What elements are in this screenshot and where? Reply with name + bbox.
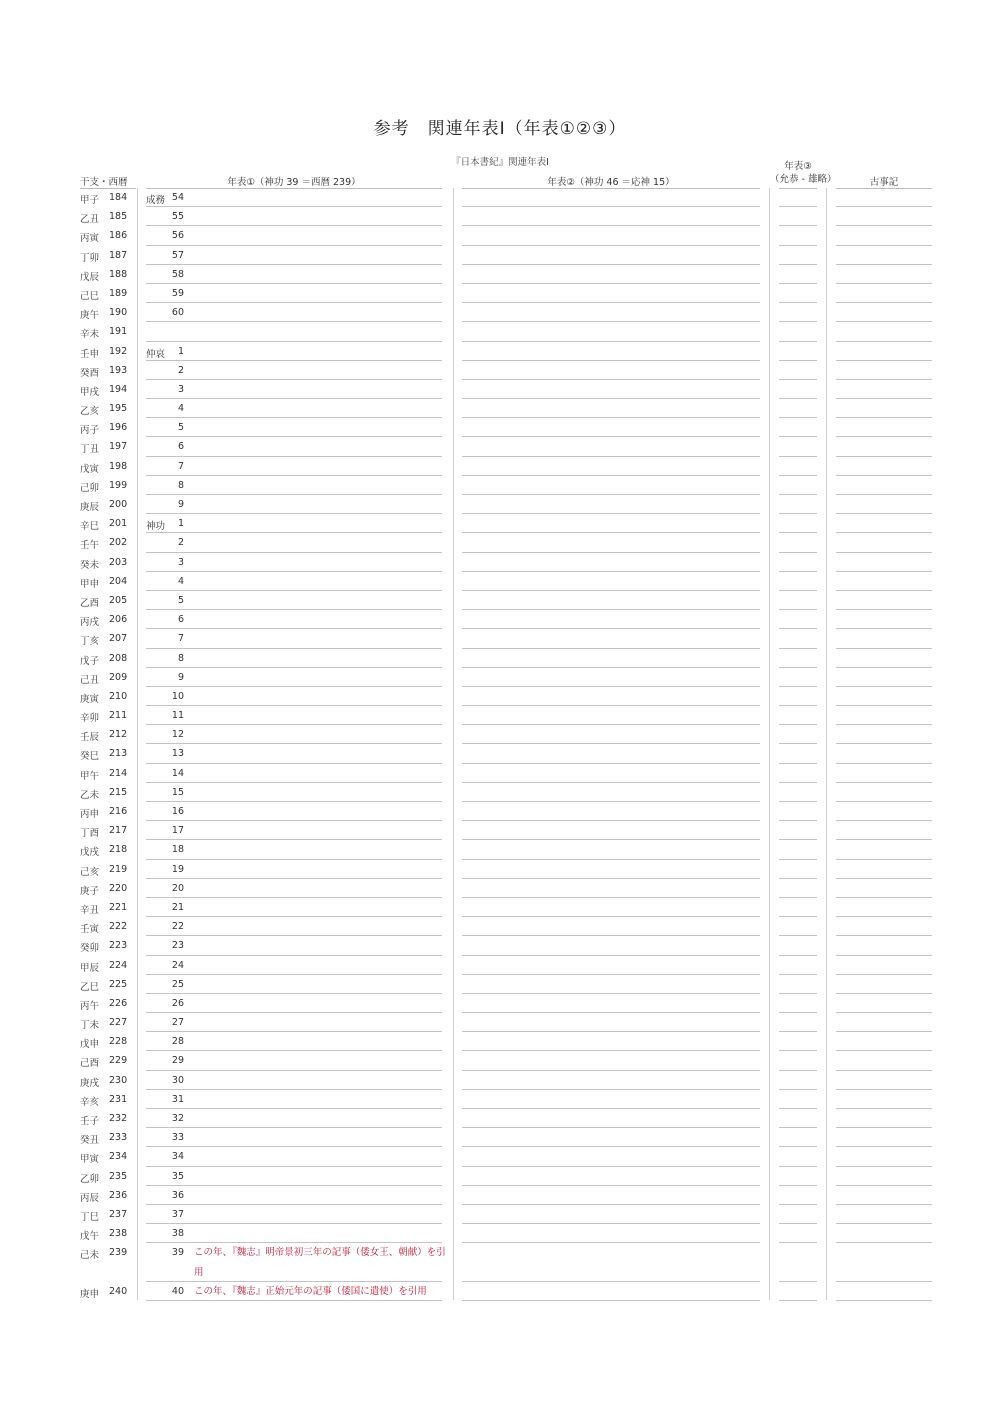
year-cell: 215	[109, 786, 128, 798]
kanshi-cell: 丙寅	[80, 233, 100, 245]
table-row	[0, 1167, 1000, 1186]
reign-year-cell: 58	[171, 268, 184, 280]
table-row	[0, 1224, 1000, 1243]
header-kojiki: 古事記	[869, 177, 899, 188]
reign-year-cell: 7	[177, 633, 184, 645]
year-cell: 219	[109, 863, 128, 875]
year-cell: 222	[109, 921, 128, 933]
year-cell: 232	[109, 1113, 128, 1124]
header-nenpyo3	[770, 161, 837, 186]
table-row	[0, 591, 1000, 610]
year-cell: 204	[109, 575, 128, 587]
year-cell: 239	[109, 1247, 128, 1259]
table-row	[0, 725, 1000, 744]
header-kanshi-year: 干支・西暦	[80, 177, 128, 188]
kanshi-cell: 庚申	[80, 1288, 100, 1300]
kanshi-cell: 辛亥	[80, 1096, 100, 1108]
table-row	[0, 1051, 1000, 1070]
era-name-cell: 成務	[146, 195, 166, 206]
year-cell: 189	[109, 287, 128, 299]
year-cell: 217	[109, 825, 128, 837]
kanshi-cell: 戊子	[80, 655, 100, 667]
table-row	[0, 802, 1000, 821]
table-row	[0, 226, 1000, 245]
table-row	[0, 629, 1000, 648]
table-row	[0, 380, 1000, 399]
kanshi-cell: 丁未	[80, 1020, 100, 1032]
reign-year-cell: 40	[171, 1285, 184, 1297]
reign-year-cell: 26	[171, 997, 184, 1009]
year-cell: 240	[109, 1285, 128, 1297]
reign-year-cell: 9	[177, 499, 184, 510]
year-cell: 196	[109, 422, 128, 434]
table-row	[0, 898, 1000, 917]
kanshi-cell: 甲午	[80, 770, 100, 782]
reign-year-cell: 36	[171, 1189, 184, 1201]
table-row	[0, 1032, 1000, 1051]
reign-year-cell: 31	[171, 1093, 184, 1105]
kanshi-cell: 丙午	[80, 1000, 100, 1012]
table-row	[0, 514, 1000, 533]
row-rule	[146, 1300, 442, 1301]
kanshi-cell: 丁卯	[80, 252, 100, 264]
table-row	[0, 495, 1000, 514]
reign-year-cell: 4	[177, 403, 184, 415]
reign-year-cell: 23	[171, 940, 184, 952]
table-row	[0, 437, 1000, 456]
kanshi-cell: 丙子	[80, 425, 100, 437]
year-cell: 195	[109, 403, 128, 415]
year-cell: 231	[109, 1093, 128, 1105]
year-cell: 225	[109, 978, 128, 990]
reign-year-cell: 12	[171, 729, 184, 741]
kanshi-cell: 丁酉	[80, 828, 100, 840]
table-row	[0, 1109, 1000, 1128]
reign-year-cell: 54	[171, 192, 184, 203]
year-cell: 216	[109, 806, 128, 817]
year-cell: 191	[109, 326, 128, 338]
table-row	[0, 303, 1000, 322]
table-row	[0, 1128, 1000, 1147]
kanshi-cell: 庚子	[80, 885, 100, 897]
table-row	[0, 284, 1000, 303]
year-cell: 205	[109, 594, 128, 606]
table-row	[0, 418, 1000, 437]
table-row	[0, 265, 1000, 284]
timeline-table	[0, 188, 1000, 1301]
table-row	[0, 860, 1000, 879]
year-cell: 186	[109, 230, 128, 242]
reign-year-cell: 22	[171, 921, 184, 933]
year-cell: 188	[109, 268, 128, 280]
kanshi-cell: 癸未	[80, 559, 100, 571]
table-row	[0, 783, 1000, 802]
kanshi-cell: 辛卯	[80, 713, 100, 725]
kanshi-cell: 丁丑	[80, 444, 100, 456]
table-row	[0, 687, 1000, 706]
year-cell: 184	[109, 192, 128, 203]
row-rule	[462, 1300, 760, 1301]
table-row	[0, 821, 1000, 840]
reign-year-cell: 3	[177, 556, 184, 568]
year-cell: 214	[109, 767, 128, 779]
table-row	[0, 994, 1000, 1013]
reign-year-cell: 11	[171, 710, 184, 722]
year-cell: 202	[109, 537, 128, 549]
table-row	[0, 1205, 1000, 1224]
header-nenpyo3-line1: 年表③	[784, 161, 812, 172]
kanshi-cell: 己亥	[80, 866, 100, 878]
table-row	[0, 533, 1000, 552]
kanshi-cell: 丙戌	[80, 617, 100, 629]
table-row	[0, 1243, 1000, 1281]
year-cell: 236	[109, 1189, 128, 1201]
kanshi-cell: 乙未	[80, 789, 100, 801]
table-row	[0, 956, 1000, 975]
year-cell: 203	[109, 556, 128, 568]
kanshi-cell: 戊午	[80, 1231, 100, 1243]
year-cell: 212	[109, 729, 128, 741]
year-cell: 193	[109, 364, 128, 376]
reign-year-cell: 56	[171, 230, 184, 242]
kanshi-cell: 戊申	[80, 1039, 100, 1051]
year-cell: 227	[109, 1017, 128, 1029]
reign-year-cell: 18	[171, 844, 184, 856]
kanshi-cell: 壬辰	[80, 732, 100, 744]
table-row	[0, 246, 1000, 265]
table-row	[0, 975, 1000, 994]
reign-year-cell: 60	[171, 307, 184, 319]
year-cell: 228	[109, 1036, 128, 1048]
kanshi-cell: 壬寅	[80, 924, 100, 936]
table-row	[0, 399, 1000, 418]
year-cell: 200	[109, 499, 128, 510]
note-cell: この年、『魏志』正始元年の記事（倭国に遣使）を引用	[194, 1285, 427, 1297]
kanshi-cell: 辛未	[80, 329, 100, 341]
reign-year-cell: 17	[171, 825, 184, 837]
reign-year-cell: 25	[171, 978, 184, 990]
header-nenpyo2: 年表②（神功 46 ＝応神 15）	[547, 177, 675, 188]
reign-year-cell: 5	[177, 422, 184, 434]
reign-year-cell: 30	[171, 1074, 184, 1086]
kanshi-cell: 甲申	[80, 578, 100, 590]
year-cell: 211	[109, 710, 128, 722]
reign-year-cell: 6	[177, 614, 184, 626]
reign-year-cell: 35	[171, 1170, 184, 1182]
kanshi-cell: 戊戌	[80, 847, 100, 859]
table-row	[0, 936, 1000, 955]
year-cell: 237	[109, 1208, 128, 1220]
year-cell: 208	[109, 652, 128, 664]
reign-year-cell: 34	[171, 1151, 184, 1163]
kanshi-cell: 癸卯	[80, 943, 100, 955]
kanshi-cell: 甲子	[80, 195, 100, 206]
year-cell: 187	[109, 249, 128, 261]
super-title: 『日本書紀』関連年表Ⅰ	[451, 157, 549, 168]
year-cell: 207	[109, 633, 128, 645]
table-row	[0, 207, 1000, 226]
reign-year-cell: 10	[171, 690, 184, 702]
reign-year-cell: 59	[171, 287, 184, 299]
table-row	[0, 322, 1000, 341]
kanshi-cell: 己卯	[80, 482, 100, 494]
kanshi-cell: 己巳	[80, 290, 100, 302]
year-cell: 234	[109, 1151, 128, 1163]
header-nenpyo3-line2: （允恭 - 雄略）	[770, 173, 837, 185]
year-cell: 194	[109, 383, 128, 395]
table-row	[0, 1147, 1000, 1166]
kanshi-cell: 庚寅	[80, 693, 100, 705]
year-cell: 218	[109, 844, 128, 856]
year-cell: 199	[109, 479, 128, 491]
header-nenpyo1: 年表①（神功 39 ＝西暦 239）	[227, 177, 361, 188]
table-row	[0, 668, 1000, 687]
kanshi-cell: 辛巳	[80, 521, 100, 533]
kanshi-cell: 丁亥	[80, 636, 100, 648]
reign-year-cell: 14	[171, 767, 184, 779]
table-row	[0, 1071, 1000, 1090]
kanshi-cell: 癸丑	[80, 1135, 100, 1147]
reign-year-cell: 13	[171, 748, 184, 760]
year-cell: 197	[109, 441, 128, 453]
year-cell: 235	[109, 1170, 128, 1182]
kanshi-cell: 甲戌	[80, 386, 100, 398]
table-row	[0, 764, 1000, 783]
page-title: 参考 関連年表Ⅰ（年表①②③）	[373, 119, 627, 139]
kanshi-cell: 乙巳	[80, 981, 100, 993]
kanshi-cell: 壬申	[80, 348, 100, 360]
kanshi-cell: 戊辰	[80, 271, 100, 283]
reign-year-cell: 20	[171, 882, 184, 894]
table-row	[0, 457, 1000, 476]
kanshi-cell: 己未	[80, 1250, 100, 1262]
row-rule	[779, 1300, 817, 1301]
year-cell: 209	[109, 671, 128, 683]
year-cell: 229	[109, 1055, 128, 1067]
reign-year-cell: 24	[171, 959, 184, 971]
kanshi-cell: 癸酉	[80, 367, 100, 379]
table-row	[0, 917, 1000, 936]
reign-year-cell: 15	[171, 786, 184, 798]
table-row	[0, 1090, 1000, 1109]
table-row	[0, 840, 1000, 859]
era-name-cell: 仲哀	[146, 348, 166, 360]
reign-year-cell: 5	[177, 594, 184, 606]
reign-year-cell: 32	[171, 1113, 184, 1124]
kanshi-cell: 乙丑	[80, 214, 100, 226]
kanshi-cell: 乙酉	[80, 597, 100, 609]
year-cell: 210	[109, 690, 128, 702]
table-row	[0, 879, 1000, 898]
table-row	[0, 188, 1000, 207]
year-cell: 213	[109, 748, 128, 760]
kanshi-cell: 丁巳	[80, 1211, 100, 1223]
reign-year-cell: 3	[177, 383, 184, 395]
reign-year-cell: 28	[171, 1036, 184, 1048]
table-row	[0, 744, 1000, 763]
kanshi-cell: 己丑	[80, 674, 100, 686]
year-cell: 192	[109, 345, 128, 357]
table-row	[0, 553, 1000, 572]
reign-year-cell: 4	[177, 575, 184, 587]
year-cell: 185	[109, 211, 128, 223]
kanshi-cell: 丙辰	[80, 1192, 100, 1204]
kanshi-cell: 丙申	[80, 809, 100, 820]
kanshi-cell: 乙亥	[80, 406, 100, 418]
reign-year-cell: 9	[177, 671, 184, 683]
reign-year-cell: 29	[171, 1055, 184, 1067]
year-cell: 224	[109, 959, 128, 971]
year-cell: 226	[109, 997, 128, 1009]
kanshi-cell: 戊寅	[80, 463, 100, 475]
reign-year-cell: 19	[171, 863, 184, 875]
reign-year-cell: 27	[171, 1017, 184, 1029]
kanshi-cell: 癸巳	[80, 751, 100, 763]
table-row	[0, 361, 1000, 380]
table-row	[0, 476, 1000, 495]
reign-year-cell: 39	[171, 1247, 184, 1259]
year-cell: 198	[109, 460, 128, 472]
reign-year-cell: 33	[171, 1132, 184, 1144]
table-row	[0, 1186, 1000, 1205]
note-cell: この年、『魏志』明帝景初三年の記事（倭女王、朝献）を引用	[194, 1247, 446, 1278]
kanshi-cell: 庚戌	[80, 1077, 100, 1089]
reign-year-cell: 8	[177, 652, 184, 664]
reign-year-cell: 55	[171, 211, 184, 223]
kanshi-cell: 庚午	[80, 310, 100, 322]
year-cell: 221	[109, 901, 128, 913]
table-row	[0, 1282, 1000, 1301]
kanshi-cell: 甲寅	[80, 1154, 100, 1166]
year-cell: 238	[109, 1228, 128, 1240]
reign-year-cell: 37	[171, 1208, 184, 1220]
year-cell: 230	[109, 1074, 128, 1086]
reign-year-cell: 1	[177, 518, 184, 530]
year-cell: 223	[109, 940, 128, 952]
kanshi-cell: 庚辰	[80, 502, 100, 513]
reign-year-cell: 57	[171, 249, 184, 261]
reign-year-cell: 6	[177, 441, 184, 453]
reign-year-cell: 8	[177, 479, 184, 491]
table-row	[0, 342, 1000, 361]
kanshi-cell: 壬子	[80, 1116, 100, 1127]
reign-year-cell: 2	[177, 364, 184, 376]
table-row	[0, 1013, 1000, 1032]
reign-year-cell: 21	[171, 901, 184, 913]
table-row	[0, 649, 1000, 668]
year-cell: 190	[109, 307, 128, 319]
reign-year-cell: 7	[177, 460, 184, 472]
table-row	[0, 610, 1000, 629]
table-row	[0, 572, 1000, 591]
year-cell: 220	[109, 882, 128, 894]
era-name-cell: 神功	[146, 521, 166, 533]
kanshi-cell: 壬午	[80, 540, 100, 552]
kanshi-cell: 己酉	[80, 1058, 100, 1070]
year-cell: 233	[109, 1132, 128, 1144]
kanshi-cell: 乙卯	[80, 1173, 100, 1185]
table-row	[0, 706, 1000, 725]
year-cell: 201	[109, 518, 128, 530]
reign-year-cell: 38	[171, 1228, 184, 1240]
kanshi-cell: 辛丑	[80, 904, 100, 916]
reign-year-cell: 1	[177, 345, 184, 357]
reign-year-cell: 16	[171, 806, 184, 817]
year-cell: 206	[109, 614, 128, 626]
row-rule	[836, 1300, 932, 1301]
kanshi-cell: 甲辰	[80, 962, 100, 974]
reign-year-cell: 2	[177, 537, 184, 549]
